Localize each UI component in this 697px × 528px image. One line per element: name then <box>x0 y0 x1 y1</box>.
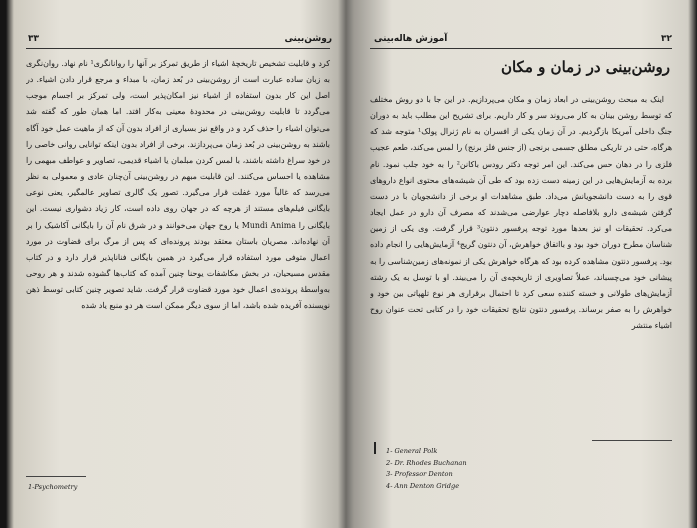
right-body-text <box>370 92 672 432</box>
pen-mark <box>374 442 376 454</box>
footnote-item: 1- General Polk <box>386 447 438 455</box>
right-page <box>352 0 688 528</box>
left-running-head: روشن‌بینی <box>284 34 332 44</box>
footnote-item: 1-Psychometry <box>28 483 78 491</box>
footnote-item: 2- Dr. Rhodes Buchanan <box>386 458 467 467</box>
left-page <box>12 0 342 528</box>
right-page-number: ۳۲ <box>661 34 672 44</box>
right-header-rule <box>370 48 672 49</box>
left-footnote-rule <box>26 476 86 477</box>
left-page-number: ۳۳ <box>28 34 39 44</box>
chapter-title: روشن‌بینی در زمان و مکان <box>500 58 670 76</box>
right-footnote-rule <box>592 440 672 441</box>
left-header-rule <box>26 48 330 49</box>
left-footnotes <box>28 482 77 494</box>
footnote-item: 3- Professor Denton <box>386 470 453 479</box>
right-running-head: آموزش هاله‌بینی <box>374 34 448 44</box>
right-paragraph: اینک به مبحث روشن‌بینی در ابعاد زمان و مکان می‌پردازیم. در این جا با دو روش مختلف که توسط روشن بینان به کار می‌روند سر و کار داریم. برای تشریح این مطلب باید به دوران جنگ داخلی آمریکا بازگردیم. در آن زمان یکی از افسران به نام ژنرال پولک¹ متوجه شد که هرگاه، حتی در تاریکی مطلق جسمی برنجی (از جنس فلز برنج) را لمس می‌کند، طعم عجیب فلزی را در دهان حس می‌کند. این امر توجه دکتر رودس باکانن² را به خود جلب نمود. نام برده به آزمایش‌هایی در این زمینه دست زده بود که طی آن شیشه‌های محتوی انواع داروهای قوی را به دست دانشجویانش می‌داد. طبق مشاهدات او برخی از دانشجویان با در دست گرفتن شیشه‌ی دارو بلافاصله دچار عوارضی می‌شدند که مصرف آن دارو در عمل ایجاد می‌کرد. تحقیقات او نیز بعدها مورد توجه پرفسور دنتون³ قرار گرفت. وی یکی از زمین شناسان مطرح دوران خود بود و بااتفاق خواهرش، آن دنتون گریج⁴ آزمایش‌هایی را انجام داده بود. پرفسور دنتون مشاهده کرده بود که هرگاه خواهرش یکی از نمونه‌های زمین‌شناسی را به پیشانی خود می‌چسباند، عملاً تصاویری از تاریخچه‌ی آن را می‌بیند. او با توسل به یک رشته آزمایش‌های طولانی و خسته کننده سعی کرد تا احتمال برقراری هر نوع تلهپاتی بین خود و خواهرش را به صفر برساند. پرفسور دنتون نتایج تحقیقات خود را در کتابی تحت عنوان روح اشیاء منتشر <box>370 95 672 331</box>
right-footnotes <box>386 446 467 492</box>
left-body-text <box>26 56 330 470</box>
left-paragraph: کرد و قابلیت تشخیص تاریخچهٔ اشیاء از طریق تمرکز بر آنها را روانانگری¹ نام نهاد. روان‌نگری به زبان ساده عبارت است از روشن‌بینی در بُعد زمان، با مبداء و مرجع قرار دادن اشیاء. در اصل این کار بدون استفاده از اشیاء نیز امکان‌پذیر است، ولی تمرکز بر اجسام موجب می‌گردد تا قابلیت روشن‌بینی در محدودهٔ معینی به‌کار افتد. اما همان طور که گفته شد می‌توان اشیاء را حذف کرد و در واقع نیز بسیاری از افراد بدون آن که از ماهیت عمل خود آگاه باشند به روشن‌بینی در بُعد زمان می‌پردازند. برخی از افراد بدون اینکه توانایی روانی خاصی را در خود سراغ داشته باشند، با لمس کردن مبلمان یا اشیاء قدیمی، تصاویر و عواطف مبهمی را مشاهده یا احساس می‌کنند. این قابلیت مبهم در روشن‌بینی آن‌چنان عادی و معمولی به نظر می‌رسد که غالباً مورد غفلت قرار می‌گیرد. تصور یک گالری تصاویر عالمگیر، یعنی نوعی بایگانی فیلم‌های مستند از هرچه که در جهان روی داده است، کار زیاد دشواری نیست. این بایگانی را Mundi Anima یا روح جهان می‌خوانند و در شرق نام آن را بایگانی آکاشیک را بر آن نهاده‌اند. مصریان باستان معتقد بودند پرونده‌ای که پس از مرگ برای قضاوت در مورد اعمال متوفی مورد استفاده قرار می‌گیرد در همین بایگانی فنانا‌پذیر قرار دارد و در کتاب مقدس مسیحیان، در بخش مکاشفات یوحنا چنین آمده که کتاب‌ها گشوده شدند و هر روحی به‌واسطهٔ پرونده‌ی اعمال خود مورد قضاوت قرار گرفت. شاید تصویر چنین کتابی توسط ذهن نویسنده آفریده شده باشد، اما از سوی دیگر ممکن است هر دو منبع یاد شده <box>26 59 330 311</box>
footnote-item: 4- Ann Denton Gridge <box>386 481 460 490</box>
